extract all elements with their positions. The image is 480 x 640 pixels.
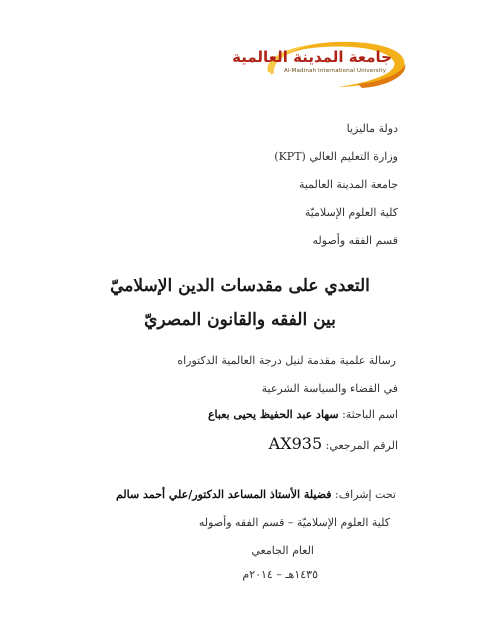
researcher-name: سهاد عبد الحفيظ يحيى بعباع bbox=[207, 408, 339, 421]
reference-line bbox=[269, 434, 398, 453]
researcher-line bbox=[208, 408, 398, 421]
supervisor-department: كلية العلوم الإسلاميّة – قسم الفقه وأصوله bbox=[198, 516, 390, 529]
reference-code: AX935 bbox=[268, 434, 323, 453]
academic-year-value: ١٤٣٥هـ – ٢٠١٤م bbox=[242, 568, 318, 581]
logo-english-name: Al-Madinah International University bbox=[283, 68, 387, 74]
thesis-title-line2: بين الفقه والقانون المصريّ bbox=[144, 310, 336, 330]
university-logo bbox=[232, 38, 408, 90]
ministry-line: وزارة التعليم العالي (KPT) bbox=[274, 150, 398, 163]
faculty-line: كلية العلوم الإسلاميّة bbox=[304, 206, 398, 219]
thesis-title-line1: التعدي على مقدسات الدين الإسلاميّ bbox=[110, 276, 370, 296]
country-line: دولة ماليزيا bbox=[346, 122, 398, 135]
logo-arabic-name: جامعة المدينة العالمية bbox=[232, 48, 392, 66]
university-line: جامعة المدينة العالمية bbox=[298, 178, 398, 191]
academic-year-label: العام الجامعي bbox=[251, 544, 314, 557]
supervisor-line bbox=[116, 488, 396, 501]
department-line: قسم الفقه وأصوله bbox=[312, 234, 398, 247]
reference-label: الرقم المرجعي: bbox=[325, 439, 398, 452]
thesis-field: في القضاء والسياسة الشرعية bbox=[261, 382, 398, 395]
thesis-description: رسالة علمية مقدمة لنيل درجة العالمية الدكتوراه bbox=[177, 354, 396, 367]
supervisor-label: تحت إشراف: bbox=[335, 488, 396, 501]
researcher-label: اسم الباحثة: bbox=[342, 408, 398, 421]
supervisor-name: فضيلة الأستاذ المساعد الدكتور/علي أحمد سالم bbox=[115, 488, 332, 501]
